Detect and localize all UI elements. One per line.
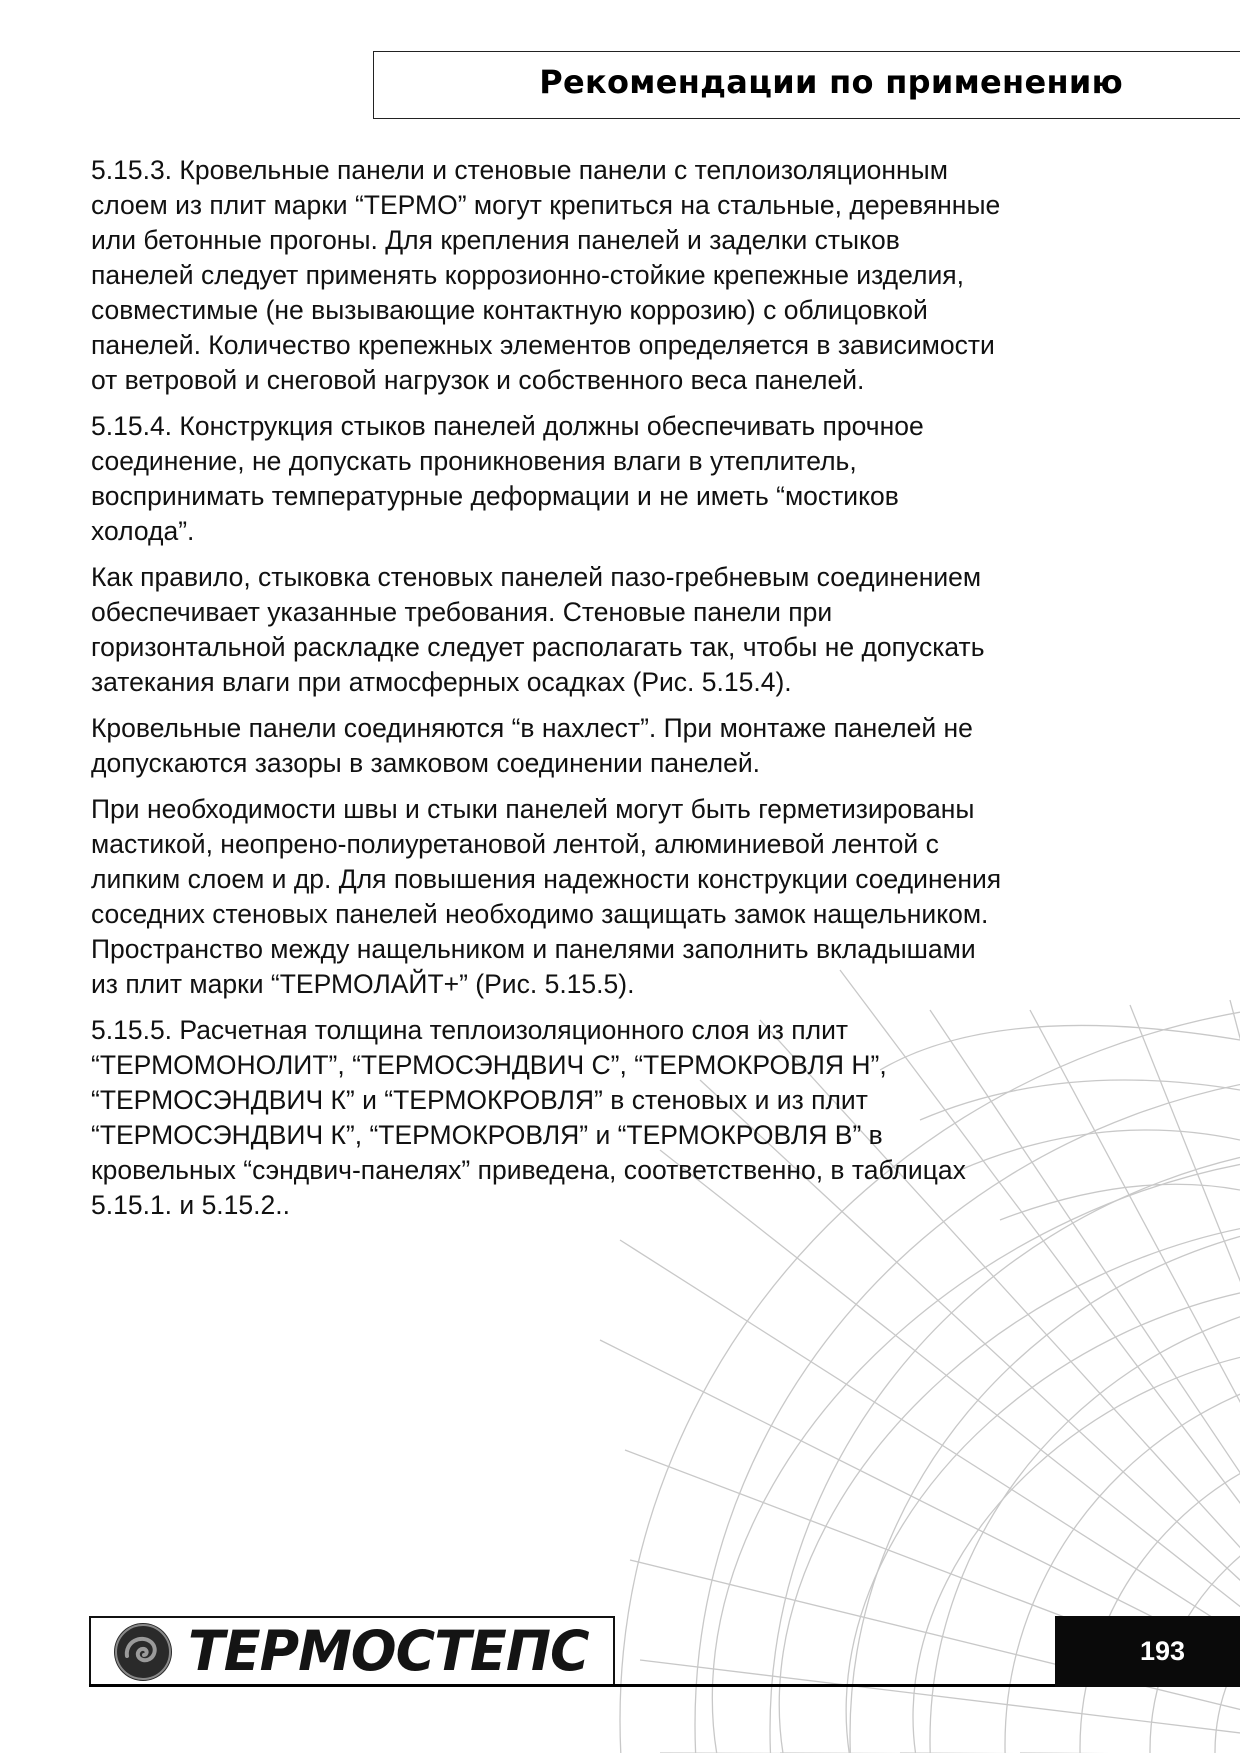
text-line: соединение, не допускать проникновения влаги в утеплитель, xyxy=(91,446,857,476)
text-line: “ТЕРМОСЭНДВИЧ К”, “ТЕРМОКРОВЛЯ” и “ТЕРМОКРОВЛЯ В” в xyxy=(91,1120,883,1150)
paragraph xyxy=(91,711,1151,781)
footer-divider xyxy=(89,1684,1055,1687)
paragraph xyxy=(91,409,1151,549)
page-number: 193 xyxy=(1139,1636,1186,1666)
page-title: Рекомендации по применению xyxy=(539,63,1123,101)
spiral-logo-icon xyxy=(113,1622,173,1682)
paragraph xyxy=(91,560,1151,700)
text-line: “ТЕРМОСЭНДВИЧ К” и “ТЕРМОКРОВЛЯ” в стеновых и из плит xyxy=(91,1085,868,1115)
paragraph xyxy=(91,1013,1151,1223)
text-line: 5.15.4. Конструкция стыков панелей должны обеспечивать прочное xyxy=(91,411,924,441)
text-line: липким слоем и др. Для повышения надежности конструкции соединения xyxy=(91,864,1002,894)
text-line: Как правило, стыковка стеновых панелей пазо-гребневым соединением xyxy=(91,562,982,592)
text-line: 5.15.5. Расчетная толщина теплоизоляционного слоя из плит xyxy=(91,1015,849,1045)
text-line: 5.15.1. и 5.15.2.. xyxy=(91,1190,290,1220)
paragraph xyxy=(91,792,1151,1002)
text-line: холода”. xyxy=(91,516,195,546)
text-line: кровельных “сэндвич-панелях” приведена, соответственно, в таблицах xyxy=(91,1155,966,1185)
text-line: или бетонные прогоны. Для крепления панелей и заделки стыков xyxy=(91,225,900,255)
text-line: обеспечивает указанные требования. Стеновые панели при xyxy=(91,597,833,627)
body-text xyxy=(91,153,1151,1234)
paragraph xyxy=(91,153,1151,398)
text-line: из плит марки “ТЕРМОЛАЙТ+” (Рис. 5.15.5). xyxy=(91,969,635,999)
text-line: мастикой, неопрено-полиуретановой лентой, алюминиевой лентой с xyxy=(91,829,939,859)
text-line: панелей. Количество крепежных элементов определяется в зависимости xyxy=(91,330,995,360)
text-line: воспринимать температурные деформации и не иметь “мостиков xyxy=(91,481,899,511)
brand-name: ТЕРМОСТЕПС xyxy=(188,1619,589,1683)
text-line: 5.15.3. Кровельные панели и стеновые панели с теплоизоляционным xyxy=(91,155,948,185)
text-line: соседних стеновых панелей необходимо защищать замок нащельником. xyxy=(91,899,989,929)
text-line: панелей следует применять коррозионно-стойкие крепежные изделия, xyxy=(91,260,964,290)
text-line: При необходимости швы и стыки панелей могут быть герметизированы xyxy=(91,794,975,824)
text-line: Пространство между нащельником и панелями заполнить вкладышами xyxy=(91,934,976,964)
text-line: от ветровой и снеговой нагрузок и собственного веса панелей. xyxy=(91,365,865,395)
text-line: затекания влаги при атмосферных осадках (Рис. 5.15.4). xyxy=(91,667,792,697)
text-line: “ТЕРМОМОНОЛИТ”, “ТЕРМОСЭНДВИЧ С”, “ТЕРМОКРОВЛЯ Н”, xyxy=(91,1050,887,1080)
text-line: слоем из плит марки “ТЕРМО” могут крепиться на стальные, деревянные xyxy=(91,190,1001,220)
text-line: совместимые (не вызывающие контактную коррозию) с облицовкой xyxy=(91,295,928,325)
text-line: Кровельные панели соединяются “в нахлест”. При монтаже панелей не xyxy=(91,713,973,743)
text-line: горизонтальной раскладке следует располагать так, чтобы не допускать xyxy=(91,632,985,662)
text-line: допускаются зазоры в замковом соединении панелей. xyxy=(91,748,760,778)
